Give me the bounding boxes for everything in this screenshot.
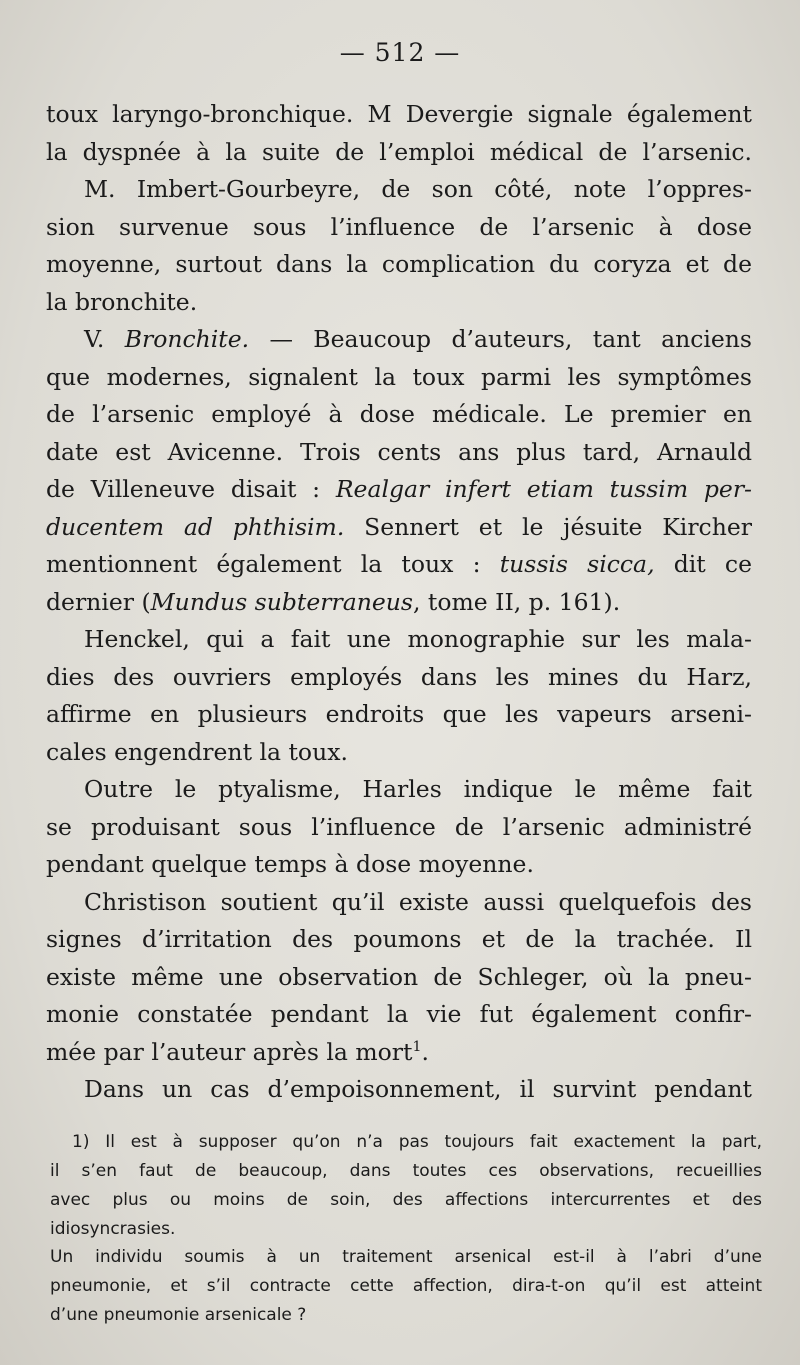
page-number: — 512 — <box>339 38 461 67</box>
latin-quote: Realgar infert etiam tussim per- <box>335 475 752 503</box>
text-line: Outre le ptyalisme, Harles indique le même fait <box>84 775 752 803</box>
footnote-line: 1) Il est à supposer qu’on n’a pas toujours fait exactement la part, <box>72 1132 763 1152</box>
footnote-line: il s’en faut de beaucoup, dans toutes ces observations, recueillies <box>50 1161 762 1181</box>
text-line: Henckel, qui a fait une monographie sur les mala- <box>84 625 752 653</box>
text-line: M. Imbert-Gourbeyre, de son côté, note l’oppres- <box>84 175 752 203</box>
section-title: Bronchite. <box>124 325 250 353</box>
footnote-line: Un individu soumis à un traitement arsenical est-il à l’abri d’une <box>50 1247 762 1267</box>
text-line: la dyspnée à la suite de l’emploi médical de l’arsenic. <box>46 137 752 166</box>
text-line: se produisant sous l’influence de l’arsenic administré <box>46 812 752 841</box>
text-line: la bronchite. <box>46 287 198 316</box>
text-line: affirme en plusieurs endroits que les vapeurs arseni- <box>46 700 752 728</box>
latin-quote: tussis sicca, <box>499 550 655 578</box>
text-line: monie constatée pendant la vie fut également confir- <box>46 1000 752 1028</box>
text-line: de Villeneuve disait : Realgar infert etiam tussim per- <box>46 475 752 503</box>
footnote-reference: 1 <box>412 1038 422 1055</box>
text-line: cales engendrent la toux. <box>46 737 348 766</box>
text-line: mentionnent également la toux : tussis sicca, dit ce <box>46 550 752 578</box>
text-line: Christison soutient qu’il existe aussi quelquefois des <box>84 887 752 916</box>
body-text <box>46 96 752 1109</box>
text-line: sion survenue sous l’influence de l’arsenic à dose <box>46 212 752 241</box>
text-line: pendant quelque temps à dose moyenne. <box>46 850 534 878</box>
book-title: Mundus subterraneus <box>150 587 413 616</box>
footnote-marker: 1) <box>72 1132 90 1152</box>
footnote <box>50 1128 762 1244</box>
footnote-line: d’une pneumonie arsenicale ? <box>50 1305 307 1325</box>
text-line: moyenne, surtout dans la complication du coryza et de <box>46 250 752 278</box>
footnote-line: avec plus ou moins de soin, des affections intercurrentes et des <box>50 1190 762 1210</box>
text-line: mée par l’auteur après la mort$^1$. <box>46 1037 429 1066</box>
text-line: Dans un cas d’empoisonnement, il survint pendant <box>84 1075 752 1103</box>
text-line: dies des ouvriers employés dans les mines du Harz, <box>46 662 752 691</box>
text-line: ducentem ad phthisim. Sennert et le jésuite Kircher <box>46 512 752 541</box>
text-line: toux laryngo-bronchique. M Devergie signale également <box>46 100 752 128</box>
text-line: dernier (Mundus subterraneus, tome II, p. 161). <box>46 587 621 616</box>
text-line: V. Bronchite. — Beaucoup d’auteurs, tant anciens <box>84 325 752 353</box>
text-line: existe même une observation de Schleger, où la pneu- <box>46 962 752 991</box>
latin-quote: ducentem ad phthisim. <box>46 512 345 541</box>
footnote-line: idiosyncrasies. <box>50 1219 176 1239</box>
text-line: que modernes, signalent la toux parmi les symptômes <box>46 362 752 391</box>
text-line: de l’arsenic employé à dose médicale. Le premier en <box>46 400 752 428</box>
text-line: date est Avicenne. Trois cents ans plus tard, Arnauld <box>46 437 752 466</box>
text-line: signes d’irritation des poumons et de la trachée. Il <box>46 925 752 953</box>
footnote-continued <box>50 1243 762 1330</box>
footnote-line: pneumonie, et s’il contracte cette affection, dira-t-on qu’il est atteint <box>50 1276 762 1296</box>
